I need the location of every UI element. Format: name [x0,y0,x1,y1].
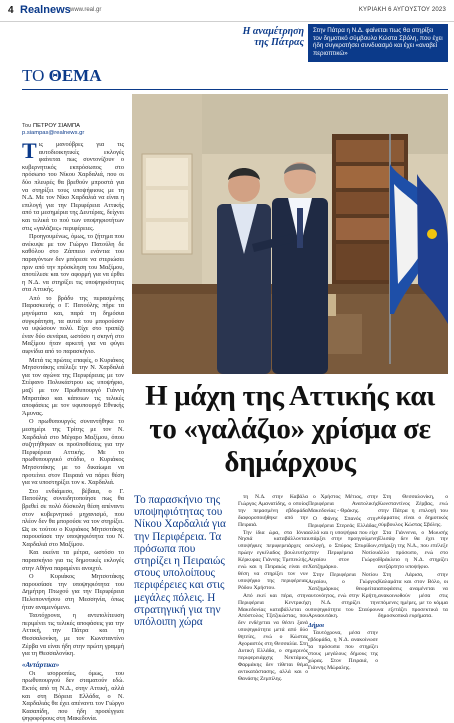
body-subhead: Δήμοι [308,622,325,630]
body-paragraph: ο Χρήστος Μέτιος, στην Περιφέρεια Ανατολικής Μακεδονίας - Θράκης. [308,494,378,514]
article-paragraph: Στο ενδιάμεσο, βέβαια, ο Γ. Πατούλης συνειδητοποίησε πως θα βρεθεί σε πολύ δύσκολη θέση απέναντι στον κυβερνητικό μηχανισμό, που πλέον δεν θα μπορούσε να τον στηρίξει. Ως εκ τούτου ο Κυριάκος Μητσοτάκης παρουσίασε την υποψηφιότητα του Ν. Χαρδαλιά στο Μαξίμου. [22,487,124,548]
drop-cap: Τ [22,138,37,163]
body-column-2 [238,494,308,682]
body-paragraph: Από εκεί και πέρα, στην Περιφέρεια Κεντρικής Μακεδονίας καταβάλλεται ο Απόστολος Τζιτζικώστας, που δεν ενδέχεται να θέσει ξανά υποψηφιότητα μετά από δύο θητείες, ενώ ο Κώστας Αγοραστός στη Θεσσαλία. Στη Δυτική Ελλάδα, ο σημερινός περιφερειάρχης Νεκτάριος Φαρμάκης δεν τίθεται θέμα αντικατάστασης, αλλά και ο Θανάσης Ζεμπίλης. [238,592,308,682]
byline-email[interactable]: p.siampas@realnews.gr [22,130,85,136]
headline: Η μάχη της Αττικής και το «γαλάζιο» χρίσμα σε δημάρχους [145,380,435,478]
body-paragraph: Στη Λάρισα, στην Καλαμάτα και στον Βόλο, οι αποφάσεις αναμένεται να ανακοινωθούν μέσα στις επόμενες ημέρες, με το κόμμα να εξετάζει προσεκτικά τα δημοσκοπικά ευρήματα. [378,571,448,620]
body-paragraph: Στην Περιφέρεια Νοτίου Αιγαίου, ο Γιώργος Χατζημάρκος θεωρείται αυτονόητος, ενώ στην Κρήτη, η Ν.Δ. στηρίζει την υποψηφιότητα του Σταύρου Αρναουτάκη. [308,571,378,620]
body-paragraph: Την ίδια ώρα, στα Ιόνια Νησιά καταβάλλονται υποψήφιες περιφερειάρχες ο πρώην εγκέλαδος βουλευτής Κέρκυρας Γιάννης Τρεπεκλής, ενώ και η Πειραιώς είναι σε θέση να στηρίξει τον νυν υποψήφιο της περιφέρειας Ρόδου Χρήστου. [238,529,308,591]
article-paragraph: Και εκείνα τα μέτρα, ωστόσο το παρασκήνιο για τις δημοτικές εκλογές στην Αθήνα παραμένει ανοιχτό. [22,549,124,572]
top-bar [0,0,454,22]
article-paragraph: Ο πρωθυπουργός συναντήθηκε το μεσημέρι της Τρίτης με τον Ν. Χαρδαλιά στο Μέγαρο Μαξίμου, όπου συζητήθηκαν οι προϋποθέσεις για την Περιφέρεια Αττικής. Με το πρωθυπουργικό στάδιο, ο Κυριάκος Μητσοτάκης με το δικαίωμα να προτείνει στον Πειραιά να πάρει θέση για να υποστηρίξει τον κ. Χαρδαλιά. [22,418,124,487]
article-paragraph: Οι ισορροπίες, όμως, του πρωθυπουργού δεν σταματούν εδώ. Εκτός από τη Ν.Δ., στην Αττική, αλλά και στη Βόρεια Ελλάδα, ο Ν. Χαρδαλιάς θα έχει απέναντι τον Γιώργο Κασαπίδη, που ήδη προσέγγισε ψηφοφόρους στη Μακεδονία. [22,669,124,723]
article-paragraph: Ταυτόχρονα, η αντιπολίτευση περιμένει τις τελικές αποφάσεις για την Αττική, την Πάτρα και τη Θεσσαλονίκη, με τον Κωνσταντίνο Ζέρβα να είναι ήδη στην πρώτη γραμμή για τη Θεσσαλονίκη. [22,612,124,658]
body-paragraph: τη Ν.Δ. στην Καβάλα Γιώργος Αμανατίδης, ο οποίος την περασμένη εβδομάδα διαφοροποιήθηκε από την Πειραιά. [238,494,308,528]
article-photo [132,94,448,374]
section-rule [22,89,448,90]
body-paragraph: Στα Γιάννενα, ο Μωυσής Ελισάφ δεν θα έχει την στήριξη της Ν.Δ., που επέλεξε άλλο πρόσωπο, ενώ στο Ηράκλειο η Ν.Δ. στηρίζει ανεξάρτητο υποψήφιο. [378,529,448,571]
teaser-box: Στην Πάτρα η Ν.Δ. φαίνεται πως θα στηρίξει τον δημοτικό σύμβουλο Κώστα Σβόλη, που έχει ήδη συγκροτήσει συνδυασμό και έχει «αναβεί περιοπτικώ» [308,24,448,62]
byline [22,123,84,137]
body-column-3 [308,494,378,671]
body-column-4 [378,494,448,659]
lede: Το παρασκήνιο της υποψηφιότητας του Νίκου Χαρδαλιά για την Περιφέρεια. Τα πρόσωπα που στηρίζει η Πειραιώς στους υπολοίπους περιφέρειες και στις μεγάλες πόλεις. Η στρατηγική για την υπόλοιπη χώρα [134,494,226,629]
body-paragraph: Ο Φάνης Σπανός στην Περιφέρεια Στερεάς Ελλάδας, αλλά και η υποψήφια που είχε υπάρξει στην προηγούμενη εκλογή, ο Σπύρος Σπυρίδων, στην Περιφέρεια Νοτίου Αιγαίου στον Γιώργο Χατζημάρκο. [308,515,378,571]
byline-author: ΠΕΤΡΟΥ ΣΙΑΜΠΑ [32,123,81,129]
article-paragraph: Από το βράδυ της περασμένης Παρασκευής ο Γ. Πατούλης πήρε τα μηνύματα και, παρά τη δημόσια συγκράτηση, τα αυτιά του μπορούσαν να υψώσουν πολύ. Είχε στο τραπέζι έναν δύο σενάρια, ωστόσο η σκηνή στο Μαξίμου ήταν αρκετή για να φύγει αιφνίδια από το παρασκήνιο. [22,294,124,356]
article-subhead: «Αντάρτικα» [22,660,60,669]
article-first-paragraph: Τις μανούβρες για τις αυτοδιοικητικές εκλογές φαίνεται πως συντονίζουν ο κυβερνητικός εκπρόσωπος στο πρόσωπο του Νίκου Χαρδαλιά, που οι δύο πλευρές θα βρεθούν μπροστά για να στηρίξει τους υποψήφιους με τη Ν.Δ. Με τον Νίκο Χαρδαλιά να είναι η επιλογή για την Περιφέρεια Αττικής από τα μεσημέρια της Δευτέρας, δείχνει και τελικά το πού των υποψηφιοτήτων στις «γαλάζιες» περιφέρειες. [22,138,124,232]
teaser-title: Η αναμέτρηση της Πάτρας [242,26,304,48]
brand-url: www.real.gr [70,7,102,13]
body-paragraph: Στη Θεσσαλονίκη, ο Κωνσταντίνος Ζέρβας, ενώ στην Πάτρα η επιλογή του κόμματος είναι ο δημοτικός σύμβουλος Κώστας Σβόλης. [378,494,448,528]
article-paragraph: Μετά τις πρώτες επαφές, ο Κυριάκος Μητσοτάκης επέλεξε την Ν. Χαρδαλιά για τον αγώνα της Περιφέρειας με τον Στέφανο Πολυκάστρου ως υποψήφιο, μαζί με τον Πρωθυπουργό Γιάννη Μπρατάκο και κάποιων τις τελικές αποφάσεις με τον υφυπουργό Εθνικής Άμυνας. [22,356,124,417]
section-label [22,66,102,86]
article-paragraph: Ο Κυριάκος Μητσοτάκης παρουσίασε την υποψηφιότητα του Δημήτρη Πτωχού για την Περιφέρεια Πελοποννήσου στη Μεσσηνία, όπως ήταν αναμενόμενο. [22,573,124,611]
issue-date: ΚΥΡΙΑΚΗ 6 ΑΥΓΟΥΣΤΟΥ 2023 [358,7,446,13]
section-prefix: ΤΟ [22,66,45,85]
brand-logo: Realnews [20,4,71,16]
section-name: ΘΕΜΑ [48,66,102,85]
byline-label: Του [22,123,32,129]
article-paragraph: Προηγουμένως, όμως, το ζήτημα που ανέκυψε με τον Γιώργο Πατούλη δε καθόλου στο Ζάππειο ενάντια του παραγόντων δεν μπόρεσε να στεριώσει πριν από την πρόσκληση του Μαξίμου, αποτέλεσε και τον αφορμή για να έρθει η Ν.Δ. να στηρίξει τις υποψηφιότητες στα Αττικής. [22,233,124,294]
body-paragraph: Ταυτόχρονα, μέσα στην εβδομάδα, η Ν.Δ. ανακοίνωσε τα πρόσωπα που στηρίζει στους μεγάλους δήμους της χώρας. Στον Πειραιά, ο Γιάννης Μώραλης. [308,630,378,671]
article-left-column [22,138,124,723]
page-number: 4 [8,5,14,16]
